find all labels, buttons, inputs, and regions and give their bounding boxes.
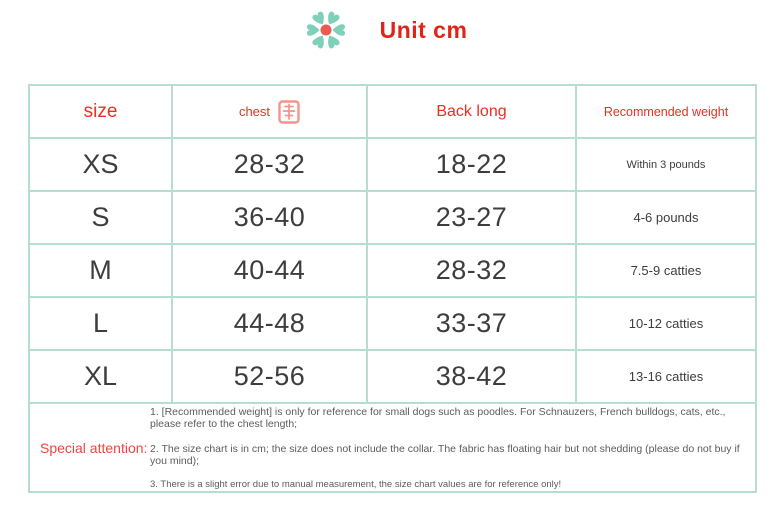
special-attention-label: Special attention: — [40, 439, 148, 456]
back-long-cell: 38-42 — [367, 350, 576, 403]
table-row-xl — [29, 350, 756, 403]
column-header-chest — [172, 85, 367, 138]
back-long-cell: 23-27 — [367, 191, 576, 244]
notes-row — [29, 403, 756, 492]
flower-icon — [306, 9, 346, 51]
table-row-l — [29, 297, 756, 350]
unit-label: Unit cm — [379, 16, 468, 43]
back-long-cell: 18-22 — [367, 138, 576, 191]
chest-cell: 36-40 — [172, 191, 367, 244]
chest-label: chest — [238, 104, 271, 119]
size-cell: M — [29, 244, 172, 297]
note-item: 3. There is a slight error due to manual measurement, the size chart values are for reference only! — [150, 479, 562, 491]
page-header — [0, 6, 773, 54]
size-cell: XL — [29, 350, 172, 403]
column-header-back-long: Back long — [367, 85, 576, 138]
weight-cell: 4-6 pounds — [576, 191, 756, 244]
weight-cell: Within 3 pounds — [576, 138, 756, 191]
special-attention-section — [30, 404, 755, 491]
size-cell: XS — [29, 138, 172, 191]
back-long-cell: 28-32 — [367, 244, 576, 297]
chest-cell: 52-56 — [172, 350, 367, 403]
weight-cell: 13-16 catties — [576, 350, 756, 403]
note-item: 2. The size chart is in cm; the size does not include the collar. The fabric has floating hair but not shedding (please do not buy if you mind); — [150, 443, 740, 468]
header-row — [29, 85, 756, 138]
chest-cell: 40-44 — [172, 244, 367, 297]
table-row-xs — [29, 138, 756, 191]
notes-list — [148, 404, 755, 491]
back-long-cell: 33-37 — [367, 297, 576, 350]
size-cell: S — [29, 191, 172, 244]
column-header-size: size — [29, 85, 172, 138]
table-row-m — [29, 244, 756, 297]
weight-cell: 10-12 catties — [576, 297, 756, 350]
note-item: 1. [Recommended weight] is only for reference for small dogs such as poodles. For Schnauzers, French bulldogs, cats, etc., please refer to the chest length; — [150, 406, 726, 431]
weight-cell: 7.5-9 catties — [576, 244, 756, 297]
chest-cell: 28-32 — [172, 138, 367, 191]
table-row-s — [29, 191, 756, 244]
size-cell: L — [29, 297, 172, 350]
size-chart-table — [28, 84, 757, 493]
chest-cell: 44-48 — [172, 297, 367, 350]
girth-stamp-icon — [278, 100, 300, 124]
column-header-recommended-weight: Recommended weight — [576, 85, 756, 138]
